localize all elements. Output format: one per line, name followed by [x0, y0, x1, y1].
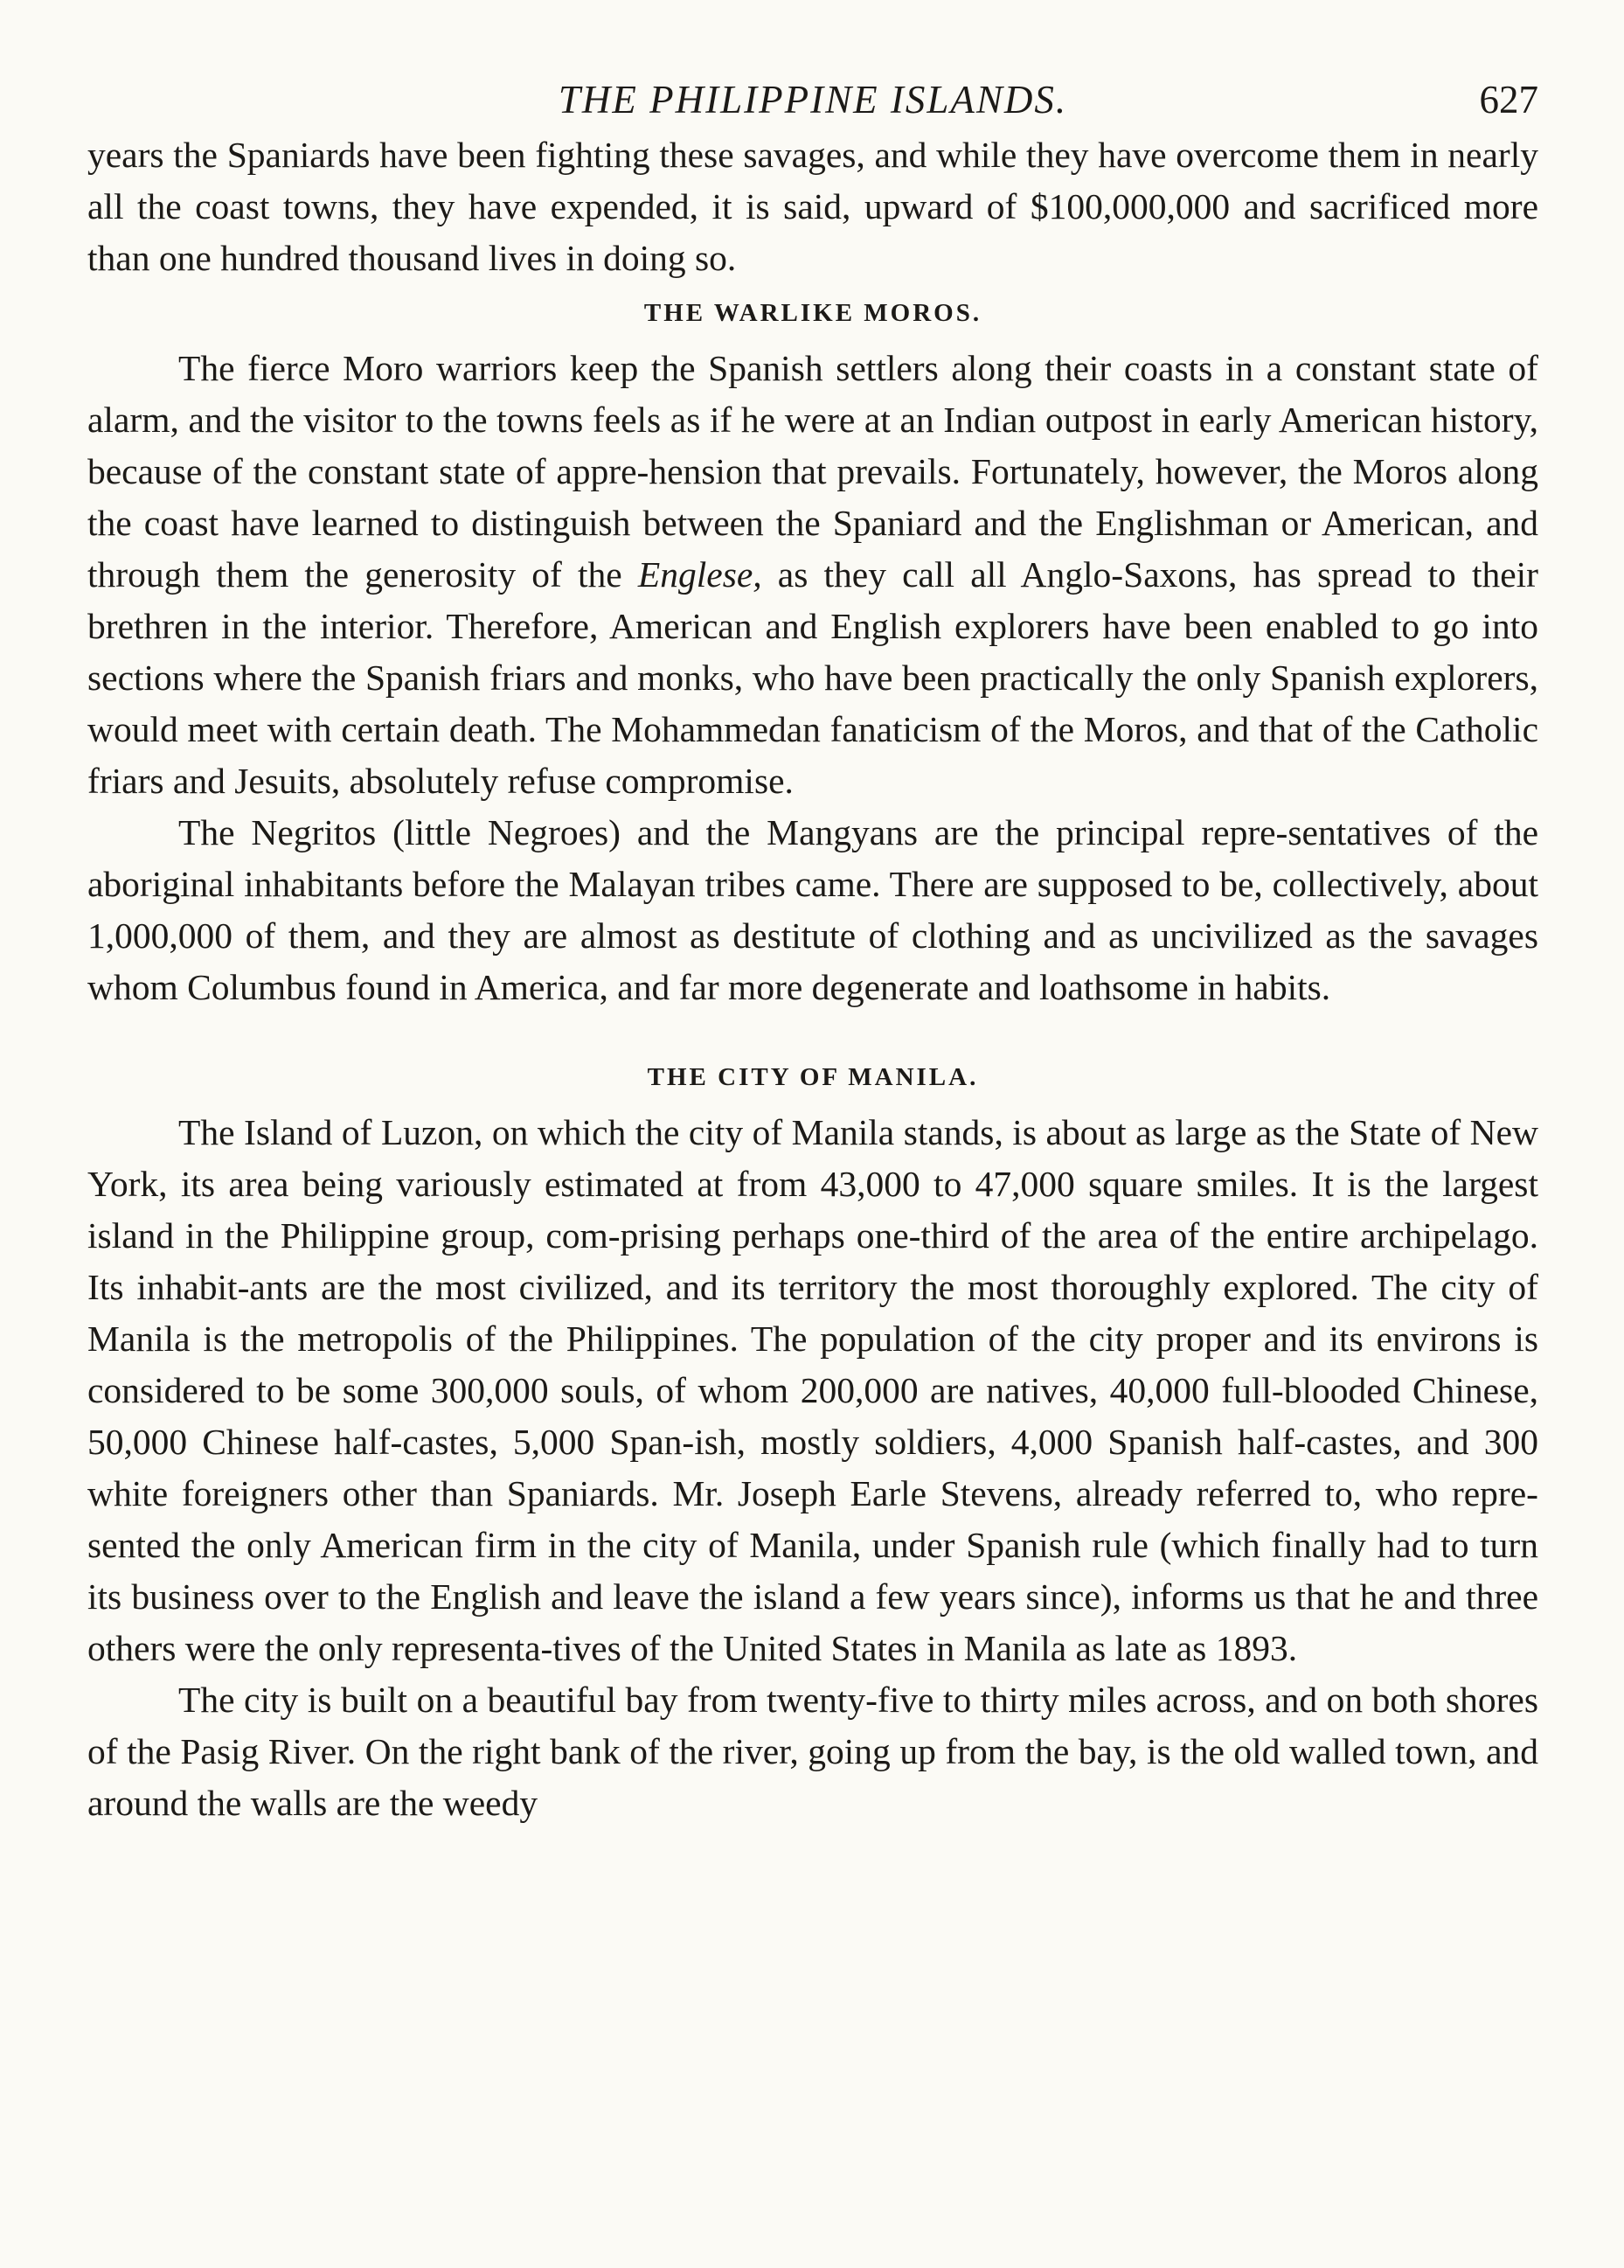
paragraph-moros-text-1: The fierce Moro warriors keep the Spanish settlers along their coasts in a constant state of alarm, and the visitor to the towns feels as if he were at an Indian outpost in early American history, because of the constant state of appre-hension that prevails. Fortunately, however, the Moros along the coast have learned to distinguish between the Spaniard and the Englishman or American, and through them the generosity of the: [87, 348, 1538, 595]
paragraph-moros-text-2: as they call all Anglo-Saxons, has spread to their brethren in the interior. Therefore, American and English explorers have been enabled to go into sections where the Spanish friars and monks, who have been practically the only Spanish explorers, would meet with certain death. The Mohammedan fanaticism of the Moros, and that of the Catholic friars and Jesuits, absolutely refuse compromise.: [87, 554, 1538, 801]
section-heading-city-of-manila: THE CITY OF MANILA.: [647, 1063, 979, 1091]
paragraph-opening: years the Spaniards have been fighting these savages, and while they have overcome them in nearly all the coast towns, they have expended, it is said, upward of $100,000,000 and sacrificed more than one hundred thousand lives in doing so.: [87, 135, 1538, 278]
paragraph-negritos: The Negritos (little Negroes) and the Mangyans are the principal repre-sentatives of the aboriginal inhabitants before the Malayan tribes came. There are supposed to be, collectively, about 1,000,000 of them, and they are almost as destitute of clothing and as uncivilized as the savages whom Columbus found in America, and far more degenerate and loathsome in habits.: [87, 812, 1538, 1007]
italic-term-englese: Englese,: [637, 554, 762, 595]
paragraph-moros: [87, 343, 1538, 807]
paragraph-luzon: The Island of Luzon, on which the city of Manila stands, is about as large as the State of New York, its area being variously estimated at from 43,000 to 47,000 square smiles. It is the largest island in the Philippine group, com-prising perhaps one-third of the area of the entire archipelago. Its inhabit-ants are the most civilized, and its territory the most thoroughly explored. The city of Manila is the metropolis of the Philippines. The population of the city proper and its environs is considered to be some 300,000 souls, of whom 200,000 are natives, 40,000 full-blooded Chinese, 50,000 Chinese half-castes, 5,000 Span-ish, mostly soldiers, 4,000 Spanish half-castes, and 300 white foreigners other than Spaniards. Mr. Joseph Earle Stevens, already referred to, who repre-sented the only American firm in the city of Manila, under Spanish rule (which finally had to turn its business over to the English and leave the island a few years since), informs us that he and three others were the only representa-tives of the United States in Manila as late as 1893.: [87, 1112, 1538, 1668]
page-number: 627: [1479, 78, 1538, 122]
paragraph-bay: The city is built on a beautiful bay from twenty-five to thirty miles across, and on both shores of the Pasig River. On the right bank of the river, going up from the bay, is the old walled town, and around the walls are the weedy: [87, 1680, 1538, 1823]
book-page: [87, 68, 1538, 1829]
section-heading-warlike-moros: THE WARLIKE MOROS.: [643, 299, 982, 327]
running-header: [87, 68, 1538, 129]
running-title: THE PHILIPPINE ISLANDS.: [558, 78, 1068, 122]
